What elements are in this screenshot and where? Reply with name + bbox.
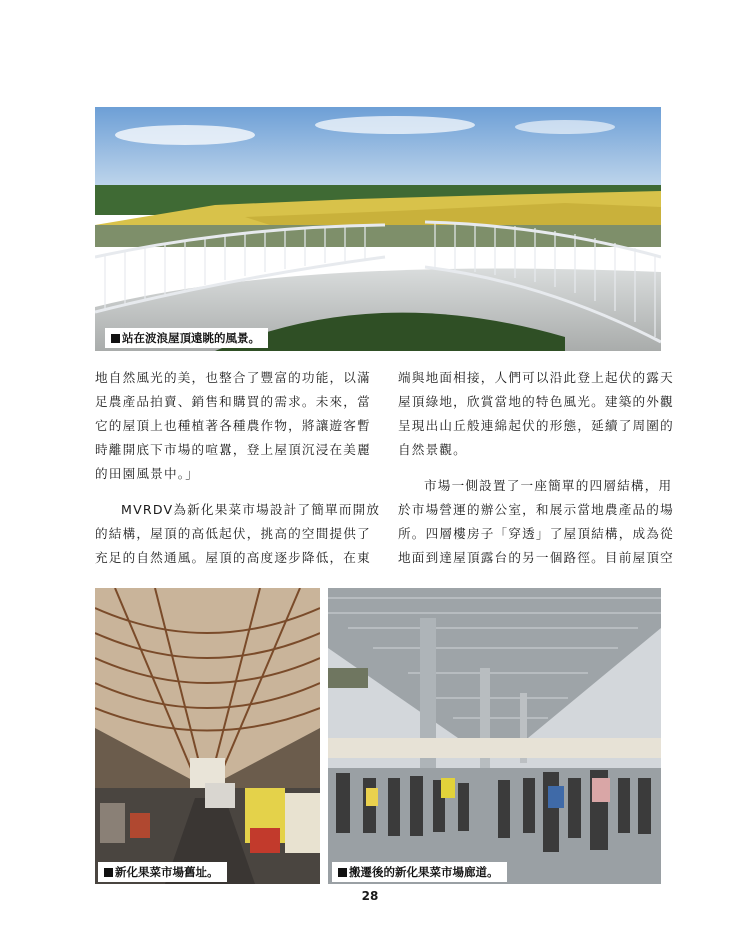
right-line-1: 端與地面相接，人們可以沿此登上起伏的露天 [398, 370, 674, 385]
left-line-5: 的田園風景中。」 [95, 466, 200, 481]
right-line-2: 屋頂綠地，欣賞當地的特色風光。建築的外觀 [398, 394, 674, 409]
left-line-6: MVRDV為新化果菜市場設計了簡單而開放 [121, 502, 381, 517]
top-photo-caption-text: 站在波浪屋頂遠眺的風景。 [122, 331, 260, 345]
new-market-corridor-photo [328, 588, 661, 884]
left-line-7: 的結構，屋頂的高低起伏，挑高的空間提供了 [95, 526, 371, 541]
right-line-3: 呈現出山丘般連綿起伏的形態，延續了周圍的 [398, 418, 674, 433]
bottom-right-photo-caption-text: 搬遷後的新化果菜市場廊道。 [349, 865, 499, 879]
left-line-1: 地自然風光的美，也整合了豐富的功能，以滿 [95, 370, 371, 385]
left-text-column [95, 366, 380, 570]
right-line-5: 市場一側設置了一座簡單的四層結構，用 [424, 478, 673, 493]
left-line-4: 時離開底下市場的喧囂，登上屋頂沉浸在美麗 [95, 442, 371, 457]
bottom-left-photo-caption-text: 新化果菜市場舊址。 [115, 865, 219, 879]
caption-square-marker [338, 868, 347, 877]
rooftop-view-photo [95, 107, 661, 351]
right-text-column [398, 366, 674, 570]
old-market-photo [95, 588, 320, 884]
new-market-corridor-illustration [328, 588, 661, 884]
rooftop-view-illustration [95, 107, 661, 351]
left-line-2: 足農產品拍賣、銷售和購買的需求。未來，當 [95, 394, 371, 409]
bottom-left-photo-caption [98, 862, 227, 882]
right-line-4: 自然景觀。 [398, 442, 467, 457]
caption-square-marker [104, 868, 113, 877]
right-line-8: 地面到達屋頂露台的另一個路徑。目前屋頂空 [398, 550, 674, 565]
top-photo-caption [105, 328, 268, 348]
left-line-3: 它的屋頂上也種植著各種農作物，將讓遊客暫 [95, 418, 371, 433]
bottom-right-photo-caption [332, 862, 507, 882]
left-line-8: 充足的自然通風。屋頂的高度逐步降低，在東 [95, 550, 371, 565]
page-number: 28 [361, 889, 379, 903]
caption-square-marker [111, 334, 120, 343]
right-line-7: 所。四層樓房子「穿透」了屋頂結構，成為從 [398, 526, 674, 541]
right-line-6: 於市場營運的辦公室，和展示當地農產品的場 [398, 502, 674, 517]
old-market-illustration [95, 588, 320, 884]
